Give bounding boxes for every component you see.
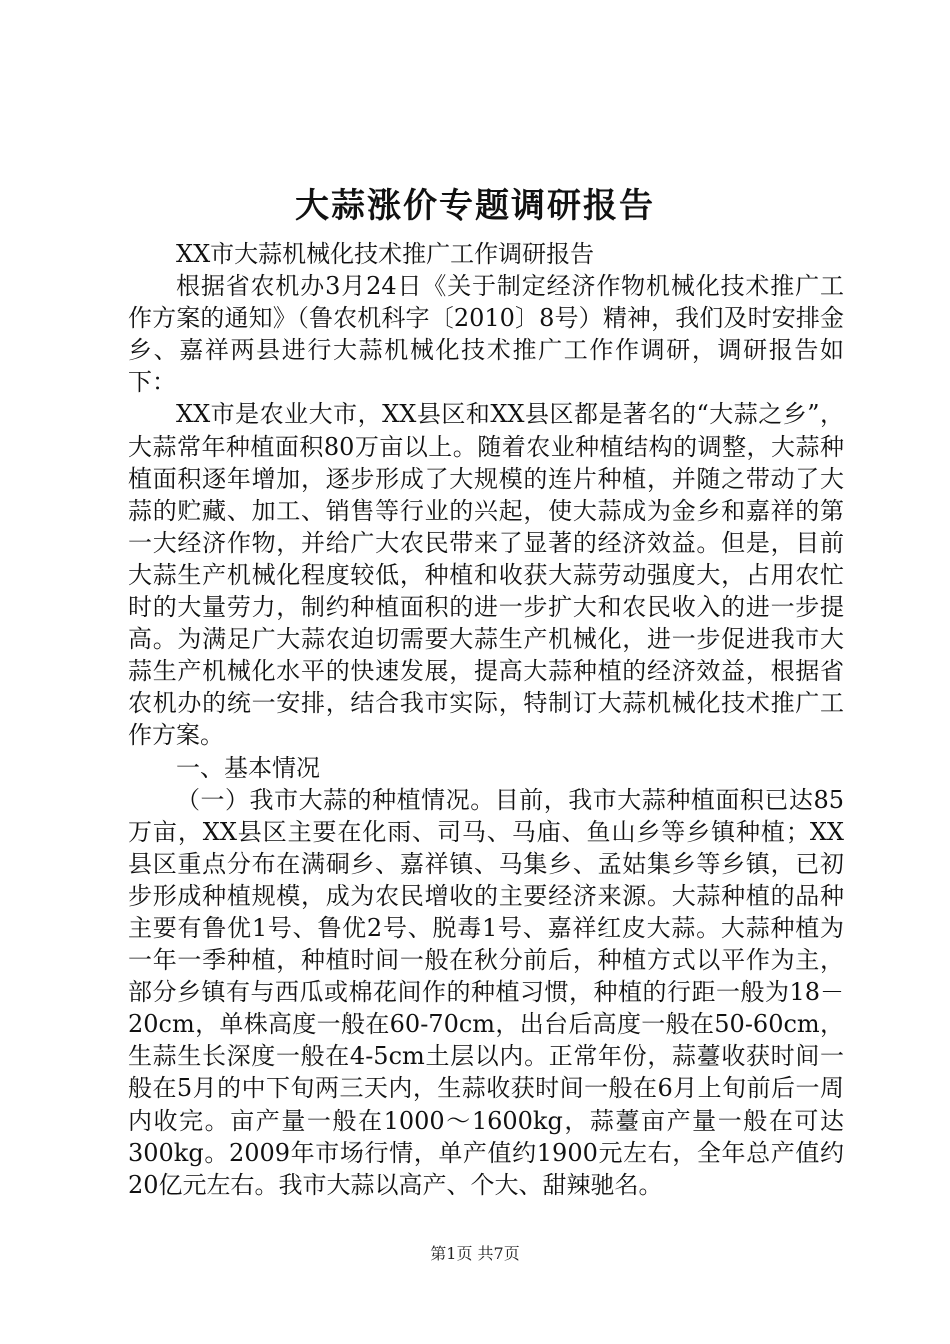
section-heading: 一、基本情况	[176, 753, 320, 782]
intro-paragraph: 根据省农机办3月24日《关于制定经济作物机械化技术推广工作方案的通知》（鲁农机科字〔2010〕8号）精神，我们及时安排金乡、嘉祥两县进行大蒜机械化技术推广工作作调研，调研报告如下：	[128, 272, 844, 397]
document-title: 大蒜涨价专题调研报告	[295, 186, 655, 226]
subtitle-paragraph: XX市大蒜机械化技术推广工作调研报告	[176, 240, 595, 268]
planting-paragraph: （一）我市大蒜的种植情况。目前，我市大蒜种植面积已达85万亩，XX县区主要在化雨、司马、马庙、鱼山乡等乡镇种植；XX县区重点分布在满硐乡、嘉祥镇、马集乡、孟姑集乡等乡镇，已初步形成种植规模，成为农民增收的主要经济来源。大蒜种植的品种主要有鲁优1号、鲁优2号、脱毒1号、嘉祥红皮大蒜。大蒜种植为一年一季种植，种植时间一般在秋分前后，种植方式以平作为主，部分乡镇有与西瓜或棉花间作的种植习惯，种植的行距一般为18－20cm，单株高度一般在60-70cm，出台后高度一般在50-60cm，生蒜生长深度一般在4-5cm土层以内。正常年份，蒜薹收获时间一般在5月的中下旬两三天内，生蒜收获时间一般在6月上旬前后一周内收完。亩产量一般在1000～1600kg，蒜薹亩产量一般在可达300kg。2009年市场行情，单产值约1900元左右，全年总产值约20亿元左右。我市大蒜以高产、个大、甜辣驰名。	[128, 785, 844, 1199]
document-body	[128, 238, 844, 1201]
page-number: 第1页 共7页	[430, 1244, 520, 1263]
background-paragraph: XX市是农业大市，XX县区和XX县区都是著名的“大蒜之乡”，大蒜常年种植面积80万亩以上。随着农业种植结构的调整，大蒜种植面积逐年增加，逐步形成了大规模的连片种植，并随之带动了大蒜的贮藏、加工、销售等行业的兴起，使大蒜成为金乡和嘉祥的第一大经济作物，并给广大农民带来了显著的经济效益。但是，目前大蒜生产机械化程度较低，种植和收获大蒜劳动强度大，占用农忙时的大量劳力，制约种植面积的进一步扩大和农民收入的进一步提高。为满足广大蒜农迫切需要大蒜生产机械化，进一步促进我市大蒜生产机械化水平的快速发展，提高大蒜种植的经济效益，根据省农机办的统一安排，结合我市实际，特制订大蒜机械化技术推广工作方案。	[128, 400, 844, 750]
